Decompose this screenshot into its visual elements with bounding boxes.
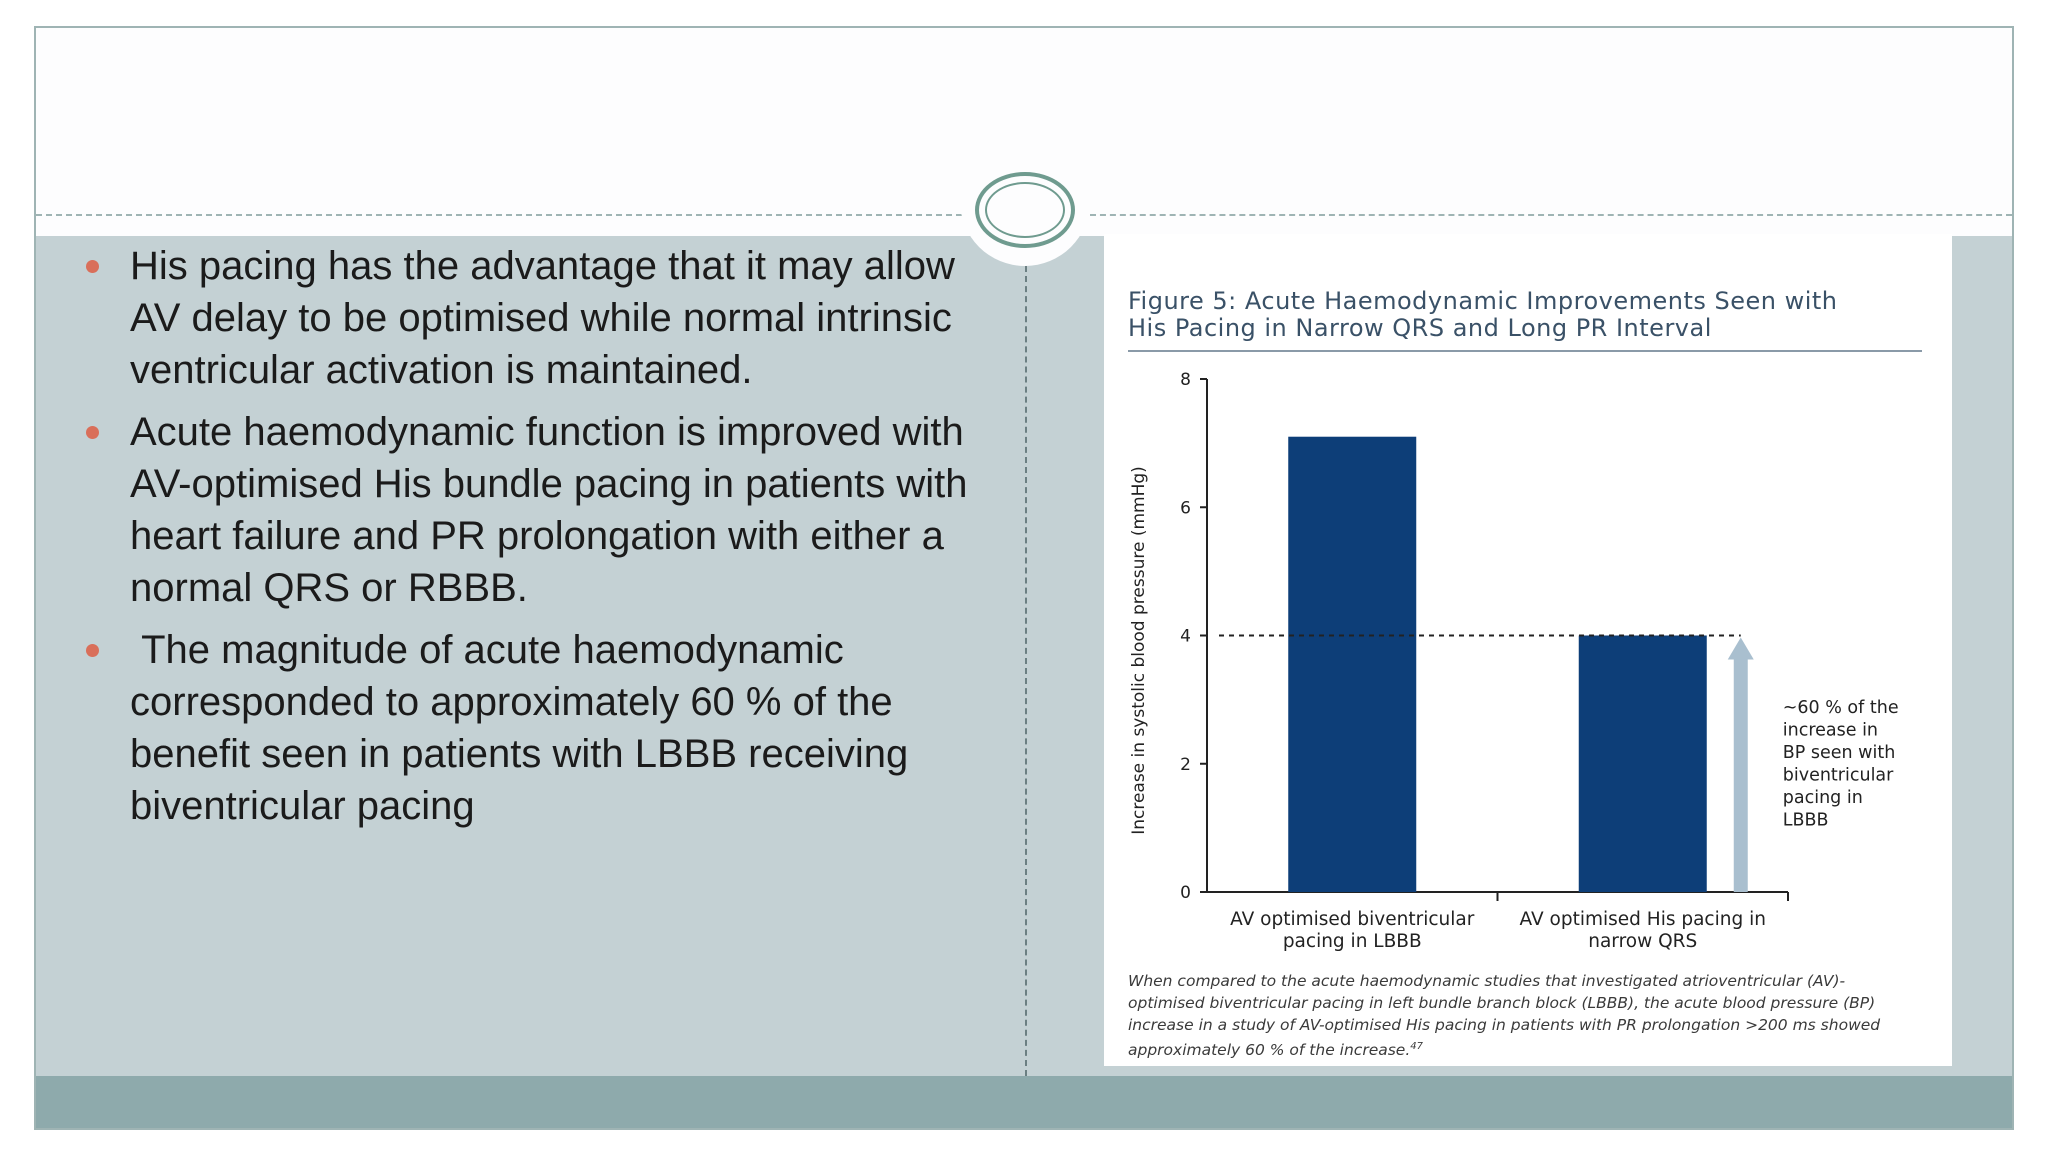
bullet-dot-icon	[86, 260, 99, 273]
column-divider	[1025, 266, 1027, 1076]
oval-ornament-icon	[975, 172, 1075, 248]
arrow-head-icon	[1728, 638, 1754, 660]
annotation-text: increase in	[1782, 720, 1879, 741]
bullet-list	[84, 240, 984, 842]
x-tick-label: AV optimised biventricular	[1230, 909, 1475, 930]
bullet-item	[84, 406, 984, 614]
y-tick-label: 8	[1180, 370, 1191, 390]
annotation-text: LBBB	[1782, 810, 1829, 831]
bullet-item	[84, 240, 984, 396]
figure-panel	[1104, 234, 1952, 1066]
figure-title-line: His Pacing in Narrow QRS and Long PR Interval	[1128, 314, 1712, 342]
bullet-text: Acute haemodynamic function is improved with AV-optimised His bundle pacing in patients with heart failure and PR prolongation with either a normal QRS or RBBB.	[130, 410, 979, 610]
arrow-shaft	[1734, 656, 1748, 893]
x-tick-label: AV optimised His pacing in	[1519, 909, 1766, 930]
caption-text: When compared to the acute haemodynamic studies that investigated atrioventricular (AV)-optimised biventricular pacing in left bundle branch block (LBBB), the acute blood pressure (BP) increase in a study of AV-optimised His pacing in patients with PR prolongation >200 ms showed approximately 60 % of the increase.	[1128, 972, 1881, 1060]
bar-chart	[1104, 234, 1952, 954]
annotation-text: biventricular	[1782, 765, 1894, 786]
bullet-text: His pacing has the advantage that it may allow AV delay to be optimised while normal intrinsic ventricular activation is maintained.	[130, 244, 964, 392]
x-tick-label: pacing in LBBB	[1282, 931, 1422, 952]
y-tick-label: 0	[1180, 883, 1191, 903]
bar	[1288, 437, 1416, 892]
figure-title-line: Figure 5: Acute Haemodynamic Improvements Seen with	[1128, 287, 1838, 315]
figure-caption	[1128, 970, 1918, 1061]
bullet-dot-icon	[86, 426, 99, 439]
annotation-text: ~60 % of the	[1782, 698, 1899, 718]
header-divider-left	[36, 214, 962, 216]
caption-reference: 47	[1410, 1041, 1423, 1052]
y-tick-label: 2	[1180, 754, 1191, 775]
bullet-text: The magnitude of acute haemodynamic corresponded to approximately 60 % of the benefit seen in patients with LBBB receiving biventricular pacing	[130, 628, 920, 828]
bullet-item	[84, 624, 984, 832]
header-divider-right	[1090, 214, 2012, 216]
y-tick-label: 4	[1180, 626, 1191, 647]
bar	[1579, 636, 1707, 893]
y-tick-label: 6	[1180, 498, 1191, 519]
annotation-text: BP seen with	[1782, 743, 1896, 763]
footer-band	[36, 1076, 2012, 1128]
x-tick-label: narrow QRS	[1588, 931, 1698, 952]
annotation-text: pacing in	[1782, 788, 1863, 808]
y-axis-label: Increase in systolic blood pressure (mmHg)	[1129, 466, 1149, 835]
bullet-dot-icon	[86, 644, 99, 657]
